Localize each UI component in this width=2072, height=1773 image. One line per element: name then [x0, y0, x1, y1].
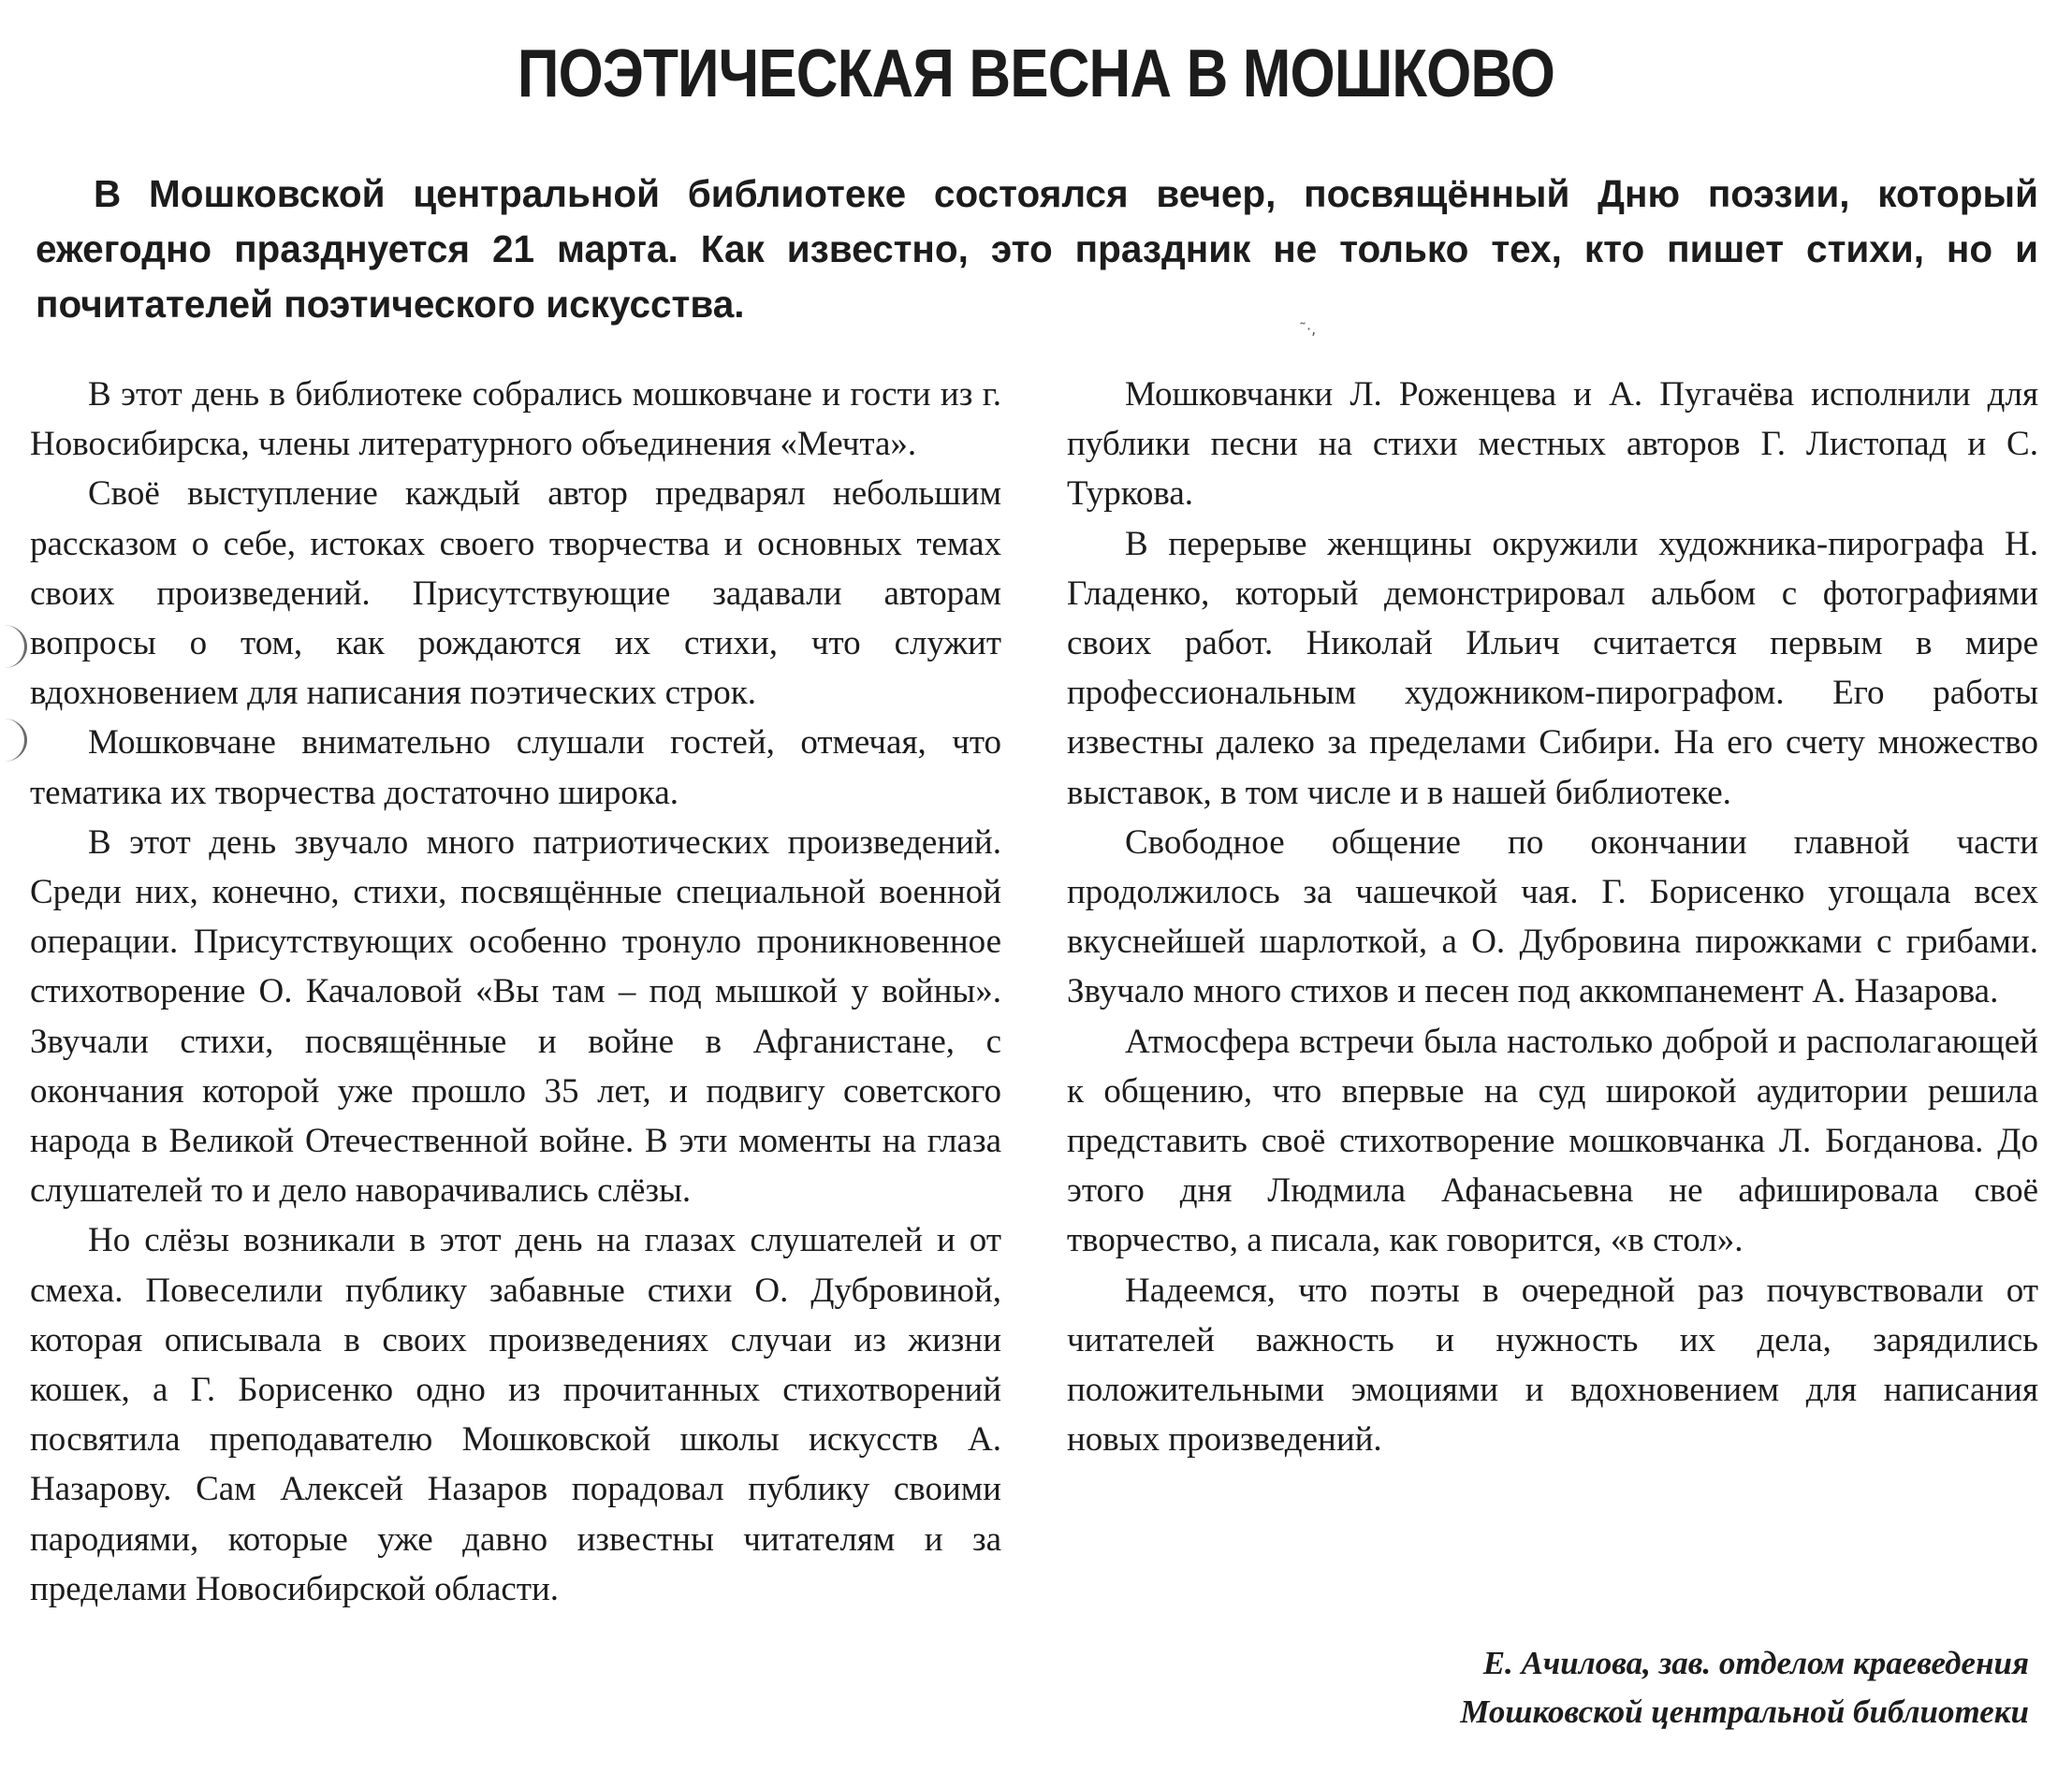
- punch-hole-mark: [0, 719, 27, 762]
- paragraph: Атмосфера встречи была настолько доброй и располагающей к общению, что впервые на суд широкой аудитории решила представить своё стихотворение мошковчанка Л. Богданова. До этого дня Людмила Афанасьевна не афишировала своё творчество, а писала, как говорится, «в стол».: [1067, 1022, 2038, 1260]
- paragraph: В перерыве женщины окружили художника-пирографа Н. Гладенко, который демонстрировал альбом с фотографиями своих работ. Николай Ильич считается первым в мире профессиональным художником-пирографом. Его работы известны далеко за пределами Сибири. На его счету множество выставок, в том числе и в нашей библиотеке.: [1067, 524, 2038, 812]
- author-signature: [1067, 1639, 2029, 1737]
- punch-hole-mark: [0, 625, 27, 668]
- right-column: [1067, 370, 2038, 1464]
- paragraph: Мошковчанки Л. Роженцева и А. Пугачёва исполнили для публики песни на стихи местных авторов Г. Листопад и С. Туркова.: [1067, 375, 2038, 514]
- paragraph: Мошковчане внимательно слушали гостей, отмечая, что тематика их творчества достаточно широка.: [30, 723, 1001, 812]
- scan-speck-mark: ˜·,: [1299, 320, 1317, 338]
- signature-line-author: Е. Ачилова, зав. отделом краеведения: [1482, 1645, 2029, 1681]
- paragraph: Своё выступление каждый автор предварял небольшим рассказом о себе, истоках своего творчества и основных темах своих произведений. Присутствующие задавали авторам вопросы о том, как рождаются их стихи, что служит вдохновением для написания поэтических строк.: [30, 474, 1001, 713]
- paragraph: Свободное общение по окончании главной части продолжилось за чашечкой чая. Г. Борисенко угощала всех вкуснейшей шарлоткой, а О. Дубровина пирожками с грибами. Звучало много стихов и песен под аккомпанемент А. Назарова.: [1067, 822, 2038, 1011]
- article-lead: В Мошковской центральной библиотеке состоялся вечер, посвящённый Дню поэзии, который ежегодно празднуется 21 марта. Как известно, это праздник не только тех, кто пишет стихи, но и почитателей поэтического искусства.: [36, 172, 2038, 326]
- article-title: ПОЭТИЧЕСКАЯ ВЕСНА В МОШКОВО: [517, 36, 1555, 111]
- left-column: [30, 370, 1001, 1614]
- paragraph: В этот день в библиотеке собрались мошковчане и гости из г. Новосибирска, члены литературного объединения «Мечта».: [30, 375, 1001, 464]
- paragraph: Надеемся, что поэты в очередной раз почувствовали от читателей важность и нужность их дела, зарядились положительными эмоциями и вдохновением для написания новых произведений.: [1067, 1271, 2038, 1460]
- signature-line-library: Мошковской центральной библиотеки: [1460, 1693, 2029, 1730]
- paragraph: В этот день звучало много патриотических произведений. Среди них, конечно, стихи, посвящённые специальной военной операции. Присутствующих особенно тронуло проникновенное стихотворение О. Качаловой «Вы там – под мышкой у войны». Звучали стихи, посвящённые и войне в Афганистане, с окончания которой уже прошло 35 лет, и подвигу советского народа в Великой Отечественной войне. В эти моменты на глаза слушателей то и дело наворачивались слёзы.: [30, 822, 1001, 1211]
- paragraph: Но слёзы возникали в этот день на глазах слушателей и от смеха. Повеселили публику забавные стихи О. Дубровиной, которая описывала в своих произведениях случаи из жизни кошек, а Г. Борисенко одно из прочитанных стихотворений посвятила преподавателю Мошковской школы искусств А. Назарову. Сам Алексей Назаров порадовал публику своими пародиями, которые уже давно известны читателям и за пределами Новосибирской области.: [30, 1221, 1001, 1608]
